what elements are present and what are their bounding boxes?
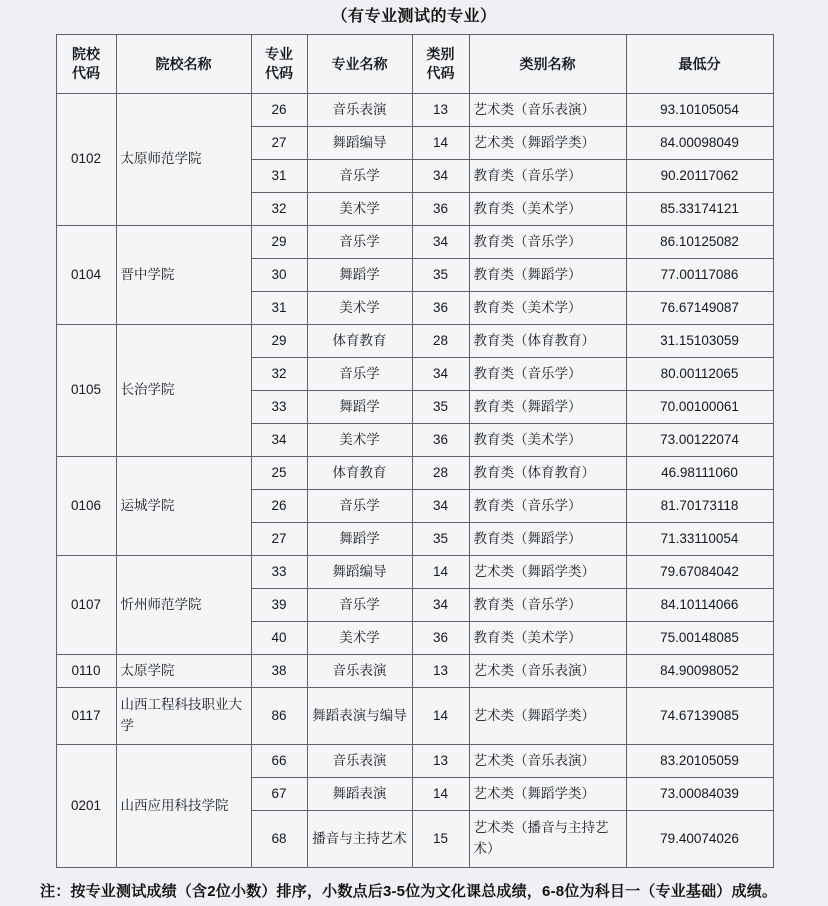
cell-major-code: 32 [251, 358, 307, 391]
cell-min-score: 93.10105054 [626, 94, 773, 127]
header-text-school-name: 院校名称 [155, 55, 212, 72]
cell-major-code: 67 [251, 778, 307, 811]
cell-category-code: 35 [412, 523, 469, 556]
table-row [56, 556, 773, 589]
cell-category-name: 教育类（舞蹈学） [469, 259, 626, 292]
cell-category-code: 36 [412, 622, 469, 655]
admission-score-table [56, 34, 774, 868]
cell-major-code: 33 [251, 556, 307, 589]
column-header-min-score [626, 35, 773, 94]
cell-category-name: 教育类（音乐学） [469, 490, 626, 523]
cell-category-code: 36 [412, 292, 469, 325]
cell-major-name: 舞蹈表演 [307, 778, 412, 811]
cell-major-code: 25 [251, 457, 307, 490]
cell-category-code: 36 [412, 193, 469, 226]
table-row [56, 457, 773, 490]
cell-major-code: 34 [251, 424, 307, 457]
cell-min-score: 79.67084042 [626, 556, 773, 589]
cell-category-code: 28 [412, 325, 469, 358]
cell-major-code: 26 [251, 490, 307, 523]
table-body [56, 94, 773, 868]
cell-major-name: 舞蹈学 [307, 523, 412, 556]
table-row [56, 325, 773, 358]
column-header-major-name [307, 35, 412, 94]
cell-major-name: 音乐学 [307, 160, 412, 193]
cell-major-name: 舞蹈编导 [307, 556, 412, 589]
cell-major-name: 播音与主持艺术 [307, 811, 412, 868]
cell-major-code: 30 [251, 259, 307, 292]
footnote: 注：按专业测试成绩（含2位小数）排序，小数点后3-5位为文化课总成绩，6-8位为科目一（专业基础）成绩。 [40, 883, 778, 900]
cell-category-name: 教育类（音乐学） [469, 358, 626, 391]
cell-school-code: 0117 [56, 688, 116, 745]
cell-major-code: 40 [251, 622, 307, 655]
cell-category-name: 教育类（舞蹈学） [469, 523, 626, 556]
cell-major-code: 32 [251, 193, 307, 226]
cell-min-score: 46.98111060 [626, 457, 773, 490]
cell-min-score: 86.10125082 [626, 226, 773, 259]
cell-min-score: 76.67149087 [626, 292, 773, 325]
cell-category-code: 35 [412, 391, 469, 424]
cell-major-name: 美术学 [307, 292, 412, 325]
cell-school-name: 山西应用科技学院 [116, 745, 251, 868]
cell-category-name: 艺术类（音乐表演） [469, 745, 626, 778]
cell-min-score: 74.67139085 [626, 688, 773, 745]
cell-major-name: 音乐学 [307, 490, 412, 523]
cell-category-code: 28 [412, 457, 469, 490]
cell-major-name: 舞蹈表演与编导 [307, 688, 412, 745]
cell-major-name: 体育教育 [307, 325, 412, 358]
header-text-school-code: 院校 代码 [72, 46, 100, 81]
cell-category-name: 艺术类（音乐表演） [469, 655, 626, 688]
cell-category-code: 15 [412, 811, 469, 868]
cell-category-name: 教育类（美术学） [469, 193, 626, 226]
cell-category-code: 34 [412, 358, 469, 391]
cell-major-code: 27 [251, 523, 307, 556]
table-row [56, 688, 773, 745]
cell-major-code: 29 [251, 325, 307, 358]
cell-major-code: 29 [251, 226, 307, 259]
table-row [56, 94, 773, 127]
cell-category-name: 艺术类（音乐表演） [469, 94, 626, 127]
header-text-major-code: 专业 代码 [265, 46, 293, 81]
cell-major-code: 31 [251, 292, 307, 325]
cell-category-code: 34 [412, 490, 469, 523]
cell-category-code: 14 [412, 688, 469, 745]
cell-category-code: 35 [412, 259, 469, 292]
cell-category-code: 14 [412, 127, 469, 160]
column-header-school-name [116, 35, 251, 94]
cell-category-name: 艺术类（舞蹈学类） [469, 127, 626, 160]
cell-min-score: 70.00100061 [626, 391, 773, 424]
cell-major-name: 美术学 [307, 424, 412, 457]
cell-category-name: 艺术类（播音与主持艺术） [469, 811, 626, 868]
cell-category-name: 教育类（体育教育） [469, 457, 626, 490]
cell-category-code: 13 [412, 94, 469, 127]
cell-category-code: 34 [412, 226, 469, 259]
header-text-min-score: 最低分 [678, 55, 721, 72]
page-title: （有专业测试的专业） [331, 8, 497, 25]
cell-category-code: 36 [412, 424, 469, 457]
cell-category-name: 教育类（音乐学） [469, 160, 626, 193]
cell-major-name: 音乐学 [307, 226, 412, 259]
cell-min-score: 81.70173118 [626, 490, 773, 523]
cell-major-code: 68 [251, 811, 307, 868]
header-row [56, 35, 773, 94]
table-row [56, 226, 773, 259]
table-row [56, 745, 773, 778]
column-header-school-code [56, 35, 116, 94]
cell-school-name: 运城学院 [116, 457, 251, 556]
cell-category-code: 34 [412, 160, 469, 193]
column-header-category-name [469, 35, 626, 94]
cell-school-code: 0104 [56, 226, 116, 325]
cell-min-score: 84.00098049 [626, 127, 773, 160]
cell-school-name: 太原学院 [116, 655, 251, 688]
header-text-major-name: 专业名称 [331, 55, 388, 72]
table-header [56, 35, 773, 94]
cell-category-name: 艺术类（舞蹈学类） [469, 688, 626, 745]
table-row [56, 655, 773, 688]
cell-school-name: 太原师范学院 [116, 94, 251, 226]
cell-min-score: 31.15103059 [626, 325, 773, 358]
cell-major-name: 舞蹈编导 [307, 127, 412, 160]
cell-school-code: 0106 [56, 457, 116, 556]
cell-major-code: 38 [251, 655, 307, 688]
cell-min-score: 77.00117086 [626, 259, 773, 292]
cell-major-name: 舞蹈学 [307, 391, 412, 424]
cell-category-name: 艺术类（舞蹈学类） [469, 556, 626, 589]
cell-category-name: 教育类（体育教育） [469, 325, 626, 358]
header-text-category-name: 类别名称 [519, 55, 576, 72]
cell-category-name: 教育类（美术学） [469, 424, 626, 457]
cell-major-name: 音乐学 [307, 358, 412, 391]
cell-category-name: 教育类（音乐学） [469, 589, 626, 622]
cell-major-name: 音乐表演 [307, 655, 412, 688]
score-table-container [56, 34, 773, 868]
cell-category-name: 教育类（美术学） [469, 292, 626, 325]
cell-category-code: 34 [412, 589, 469, 622]
cell-min-score: 80.00112065 [626, 358, 773, 391]
cell-major-code: 31 [251, 160, 307, 193]
cell-school-name: 山西工程科技职业大学 [116, 688, 251, 745]
cell-min-score: 83.20105059 [626, 745, 773, 778]
cell-min-score: 75.00148085 [626, 622, 773, 655]
cell-category-name: 艺术类（舞蹈学类） [469, 778, 626, 811]
cell-school-code: 0201 [56, 745, 116, 868]
cell-school-name: 长治学院 [116, 325, 251, 457]
cell-category-code: 14 [412, 556, 469, 589]
cell-school-code: 0107 [56, 556, 116, 655]
cell-min-score: 90.20117062 [626, 160, 773, 193]
cell-major-code: 66 [251, 745, 307, 778]
cell-category-code: 13 [412, 655, 469, 688]
cell-major-code: 39 [251, 589, 307, 622]
cell-major-name: 美术学 [307, 193, 412, 226]
cell-category-name: 教育类（美术学） [469, 622, 626, 655]
cell-major-code: 27 [251, 127, 307, 160]
cell-min-score: 84.90098052 [626, 655, 773, 688]
column-header-category-code [412, 35, 469, 94]
cell-major-name: 美术学 [307, 622, 412, 655]
cell-major-code: 26 [251, 94, 307, 127]
cell-category-name: 教育类（音乐学） [469, 226, 626, 259]
cell-major-name: 音乐表演 [307, 745, 412, 778]
cell-category-name: 教育类（舞蹈学） [469, 391, 626, 424]
cell-school-code: 0102 [56, 94, 116, 226]
cell-min-score: 73.00084039 [626, 778, 773, 811]
cell-major-name: 体育教育 [307, 457, 412, 490]
cell-min-score: 79.40074026 [626, 811, 773, 868]
cell-major-name: 音乐表演 [307, 94, 412, 127]
cell-school-code: 0110 [56, 655, 116, 688]
cell-school-code: 0105 [56, 325, 116, 457]
cell-major-name: 音乐学 [307, 589, 412, 622]
cell-min-score: 73.00122074 [626, 424, 773, 457]
cell-school-name: 晋中学院 [116, 226, 251, 325]
cell-school-name: 忻州师范学院 [116, 556, 251, 655]
cell-category-code: 13 [412, 745, 469, 778]
column-header-major-code [251, 35, 307, 94]
cell-min-score: 71.33110054 [626, 523, 773, 556]
header-text-category-code: 类别 代码 [426, 46, 455, 81]
cell-major-code: 33 [251, 391, 307, 424]
cell-min-score: 85.33174121 [626, 193, 773, 226]
cell-category-code: 14 [412, 778, 469, 811]
cell-major-name: 舞蹈学 [307, 259, 412, 292]
cell-min-score: 84.10114066 [626, 589, 773, 622]
cell-major-code: 86 [251, 688, 307, 745]
